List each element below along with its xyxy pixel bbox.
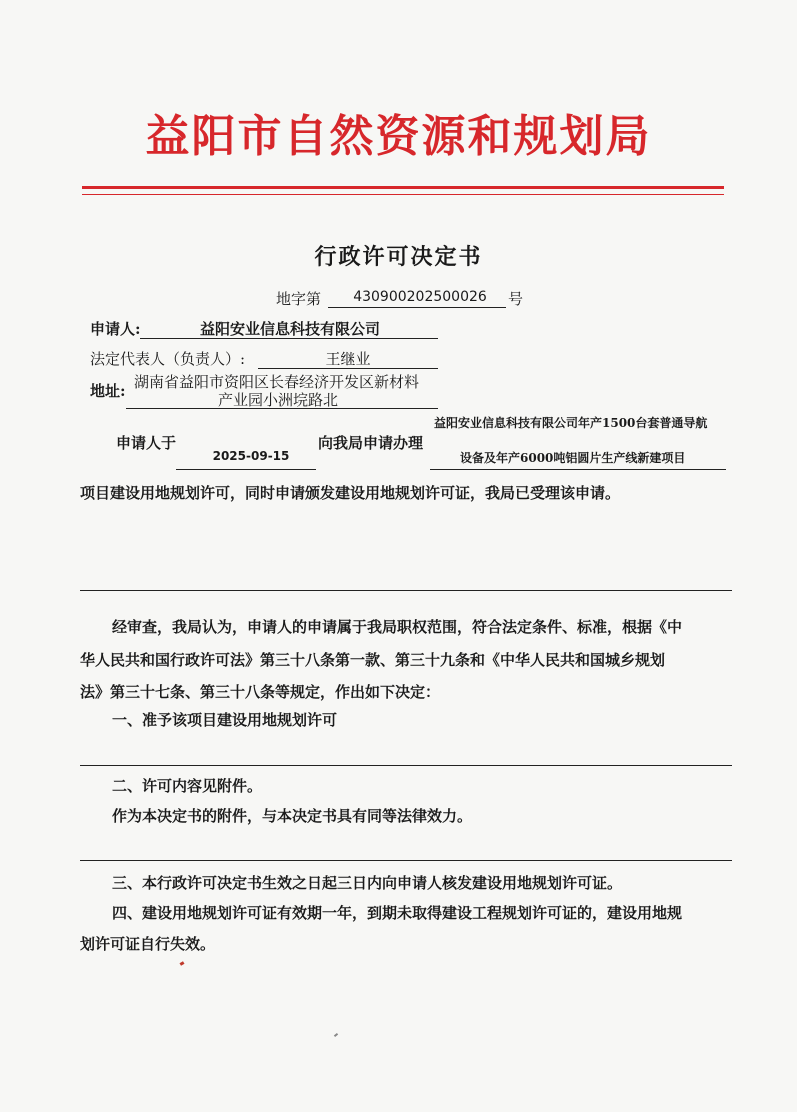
address-underline [126,408,438,409]
address-line2: 产业园小洲垸路北 [218,391,339,409]
address-label: 地址: [90,382,126,400]
legal-rep-underline [258,368,438,369]
issuer-name: 益阳市自然资源和规划局 [145,111,652,162]
scan-mark [334,1033,338,1037]
review-line-3: 法》第三十七条、第三十八条等规定，作出如下决定： [80,683,441,701]
decision-4-line-1: 四、建设用地规划许可证有效期一年，到期未取得建设工程规划许可证的，建设用地规 [112,904,683,922]
attachment-note: 作为本决定书的附件，与本决定书具有同等法律效力。 [112,807,473,825]
doc-number-underline [328,307,506,308]
applicant-value: 益阳安业信息科技有限公司 [199,320,380,338]
project-name-underline [430,469,726,470]
blank-line-1 [80,590,732,591]
project-name-line1: 益阳安业信息科技有限公司年产1500台套普通导航 [434,416,708,430]
application-date-underline [176,469,316,470]
header-rule-thin [82,194,724,195]
legal-rep-value: 王继业 [325,350,371,368]
applicant-underline [140,338,438,339]
blank-line-3 [80,860,732,861]
doc-number-value: 430900202500026 [353,289,487,305]
project-name-line2: 设备及年产6000吨铝圆片生产线新建项目 [460,451,686,465]
review-line-1: 经审查，我局认为，申请人的申请属于我局职权范围，符合法定条件、标准，根据《中 [112,618,683,636]
application-continuation: 项目建设用地规划许可，同时申请颁发建设用地规划许可证，我局已受理该申请。 [80,484,621,502]
decision-1: 一、准予该项目建设用地规划许可 [112,711,338,729]
header-rule-thick [82,186,724,189]
decision-2: 二、许可内容见附件。 [112,777,263,795]
doc-number-prefix: 地字第 [276,290,322,308]
legal-rep-label: 法定代表人（负责人）: [90,350,246,368]
doc-number-suffix: 号 [508,290,524,308]
application-prefix: 申请人于 [116,434,177,452]
application-date: 2025-09-15 [212,449,290,463]
application-mid: 向我局申请办理 [318,434,424,452]
applicant-label: 申请人: [90,320,141,338]
scan-mark [180,961,185,966]
decision-4-line-2: 划许可证自行失效。 [80,935,216,953]
address-line1: 湖南省益阳市资阳区长春经济开发区新材料 [134,373,420,391]
document-title: 行政许可决定书 [314,244,483,270]
decision-3: 三、本行政许可决定书生效之日起三日内向申请人核发建设用地规划许可证。 [112,874,623,892]
blank-line-2 [80,765,732,766]
review-line-2: 华人民共和国行政许可法》第三十八条第一款、第三十九条和《中华人民共和国城乡规划 [80,651,666,669]
